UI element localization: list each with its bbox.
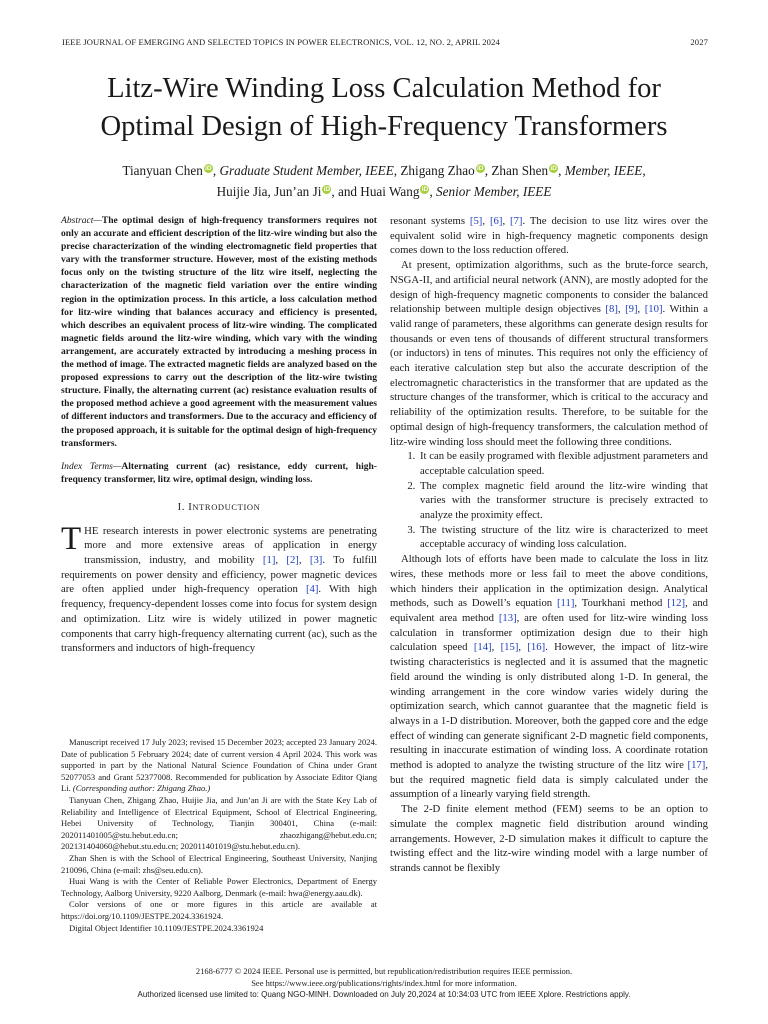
index-terms-text: Alternating current (ac) resistance, eddy current, high-frequency transformer, litz wire, optimal design, winding loss. [61,460,377,485]
copyright-line: 2168-6777 © 2024 IEEE. Personal use is permitted, but republication/redistribution requires IEEE permission. [195,966,573,976]
list-item: 3. The twisting structure of the litz wire is characterized to meet acceptable accuracy of winding loss calculation. [418,523,708,552]
section-heading: I. INTRODUCTION [177,501,261,513]
body-paragraph: The 2-D finite element method (FEM) seems to be an option to simulate the complex magnetic field distribution around winding arrangements. However, 2-D simulation makes it difficult to capture the twisting effect and the litz-wire winding model with a large number of strands cannot be flexibly [390,803,708,874]
rights-line: See https://www.ieee.org/publications/rights/index.html for more information. [251,978,517,988]
title-line-1: Litz-Wire Winding Loss Calculation Method for [107,73,661,104]
footnote: Tianyuan Chen, Zhigang Zhao, Huijie Jia, and Jun’an Ji are with the State Key Lab of Reliability and Intelligence of Electrical Equipment, School of Electrical Engineering, Hebei University of Technology, Tianjin 300401, China (e-mail: 202011401005@stu.hebut.edu.cn; zhaozhigang@hebut.edu.cn; 202131404060@hebut.stu.edu.cn; 202011401019@stu.hebut.edu.cn). [61,794,377,852]
citation-link[interactable]: [7] [510,215,523,227]
footnote: Manuscript received 17 July 2023; revised 15 December 2023; accepted 23 January 2024. Date of publication 5 February 2024; date of current version 4 April 2024. This work was supported in part by the National Natural Science Foundation of China under Grant 52077053 and Grant 52377008. Recommended for publication by Associate Editor Qiang Li. (Corresponding author: Zhigang Zhao.) [61,737,377,794]
footnote: Digital Object Identifier 10.1109/JESTPE.2024.3361924 [69,922,264,933]
body-paragraph: Although lots of efforts have been made to calculate the loss in litz wires, these methods more or less fail to meet the above conditions, which hinders their application in the optimization design. Analytical methods, such as Dowell’s equation [11], Tourkhani method [12], and equivalent area method [13], are often used for litz-wire winding loss calculation in transformer optimization design due to their high calculation speed [14], [15], [16]. However, the impact of litz-wire twisting characteristics is neglected and it is assumed that the magnetic field around the winding is only distributed along 1-D. In general, the winding arrangement in the core window varies widely during the optimization search, which cannot guarantee that the magnetic field is always in a 1-D distribution. Moreover, both the gapped core and the edge effect of winding can generate significant 2-D magnetic field components, resulting in inaccurate estimation of winding loss. A coordinate rotation method is adopted to analyze the twisting structure of the litz wire [17], but the required magnetic field data is simply calculated under the assumption of a linearly varying field strength. [390,553,709,801]
right-column [390,214,708,876]
citation-link[interactable]: [2] [286,553,299,566]
abstract [61,214,377,450]
citation-link[interactable]: [1] [262,553,276,566]
left-column [61,214,377,656]
citation-link[interactable]: [8] [605,303,618,316]
index-terms-label: Index Terms— [61,460,122,472]
orcid-icon[interactable]: iD [205,164,212,172]
citation-link[interactable]: [6] [489,215,503,227]
author-name: Huijie Jia, Jun’an Ji [216,184,322,199]
footnotes [61,737,377,934]
citation-link[interactable]: [16] [527,641,546,654]
list-item: 2. The complex magnetic field around the litz-wire winding that varies with the transformer structure is precisely extracted to analyze the proximity effect. [418,479,708,523]
running-header [62,37,708,47]
footnote: Zhan Shen is with the School of Electrical Engineering, Southeast University, Nanjing 210096, China (e-mail: zhs@seu.edu.cn). [61,852,377,875]
index-terms [61,460,377,486]
author-name: Tianyuan Chen [122,163,203,178]
journal-name: IEEE JOURNAL OF EMERGING AND SELECTED TOPICS IN POWER ELECTRONICS, VOL. 12, NO. 2, APRIL 2024 [62,37,500,47]
paper-title [40,70,728,146]
body-paragraph: resonant systems [5], [6], [7]. The decision to use litz wires over the equivalent solid wire in high-frequency magnetic components design comes down to the loss reduction offered. [390,215,708,257]
author-role: Graduate Student Member, IEEE [219,163,394,178]
citation-link[interactable]: [17] [687,759,706,772]
author-line-2: Huijie Jia, Jun’an Ji iD, and Huai Wang iD, Senior Member, IEEE [216,184,552,199]
title-line-2: Optimal Design of High-Frequency Transformers [100,111,668,142]
author-role: Senior Member, IEEE [436,184,552,199]
intro-paragraph: THE research interests in power electronic systems are penetrating more and more extensive areas of application in energy transmission, industry, and mobility [1], [2], [3]. To fulfill requirements on power density and efficiency, power magnetic devices are often applied under high-frequency operation [4]. With high frequency, frequency-dependent losses come into focus for system design and optimization. Litz wire is widely utilized in power magnetic components that carry high-frequency alternating current (ac), such as the transformers and inductors of high-frequency [61,520,377,655]
orcid-icon[interactable]: iD [323,185,331,193]
citation-link[interactable]: [10] [644,303,663,316]
conditions-list [390,449,708,552]
license-line: Authorized licensed use limited to: Quang NGO-MINH. Downloaded on July 20,2024 at 10:34:03 UTC from IEEE Xplore. Restrictions apply. [137,990,631,999]
citation-link[interactable]: [12] [667,597,686,610]
body-paragraph: At present, optimization algorithms, such as the brute-force search, NSGA-II, and artificial neural network (ANN), are mostly adopted for the design of high-frequency magnetic components to consider the balanced relationship between multiple design objectives [8], [9], [10]. Within a valid range of parameters, these algorithms can generate design results for thousands or even tens of thousands of different structural transformers (or inductors) in tens of minutes. This requires not only the efficiency of each iterative calculation step but also the accurate description of the electromagnetic characteristics in the transformer that are updated as the structure changes of the transformer, which is critical to the accuracy and reliability of the optimization results. Therefore, to be suitable for the optimal design of high-frequency transformers, the calculation method of litz-wire winding loss should meet the following three conditions. [390,259,708,448]
drop-cap: T [61,520,82,557]
author-name: Zhigang Zhao [400,163,475,178]
author-name: and Huai Wang [337,184,420,199]
author-list [40,160,728,202]
citation-link[interactable]: [11] [556,597,575,610]
citation-link[interactable]: [15] [500,641,519,654]
citation-link[interactable]: [13] [498,611,517,624]
citation-link[interactable]: [9] [625,303,638,316]
orcid-icon[interactable]: iD [421,185,429,193]
footnote: Huai Wang is with the Center of Reliable Power Electronics, Department of Energy Technology, Aalborg University, 9220 Aalborg, Denmark (e-mail: hwa@energy.aau.dk). [61,876,377,898]
citation-link[interactable]: [5] [469,215,483,227]
footnote: Color versions of one or more figures in this article are available at https://doi.org/10.1109/JESTPE.2024.3361924. [61,899,377,921]
list-item: 1. It can be easily programed with flexible adjustment parameters and acceptable calculation speed. [418,449,708,478]
orcid-icon[interactable]: iD [550,164,557,172]
citation-link[interactable]: [14] [473,641,492,654]
page-number: 2027 [690,37,708,47]
orcid-icon[interactable]: iD [476,164,484,172]
abstract-text: The optimal design of high-frequency transformers requires not only an accurate and efficient description of the litz-wire winding but also the precise characterization of the winding electromagnetic field properties that vary with the transformer structure. However, most of the existing methods focus only on the twisting structure of the litz wire itself, neglecting the characterization of the magnetic field variation over the entire winding region in the optimization process. In this article, a loss calculation method for litz-wire winding that balances accuracy and efficiency is presented, which describes an equivalent process of litz-wire winding. The complicated magnetic fields around the litz-wire winding, which vary with the winding arrangement, are accurately extracted by introducing a meshing process in the method of image. The extracted magnetic fields are analyzed based on the proposed expressions to carry out the description of the litz-wire twisting structure. Finally, the alternating current (ac) resistance evaluation results of the proposed method achieve a good agreement with the measurement values of different inductors and transformers. Due to the accuracy and efficiency of the proposed approach, it is suitable for the optimal design of high-frequency transformers. [61,215,377,449]
author-line-1: Tianyuan Chen iD, Graduate Student Member, IEEE, Zhigang Zhao iD, Zhan Shen iD, Member, IEEE, [122,163,646,178]
author-role: Member, IEEE [564,163,643,178]
citation-link[interactable]: [4] [305,583,319,596]
citation-link[interactable]: [3] [309,553,323,566]
author-name: Zhan Shen [491,163,549,178]
abstract-label: Abstract— [61,215,102,226]
